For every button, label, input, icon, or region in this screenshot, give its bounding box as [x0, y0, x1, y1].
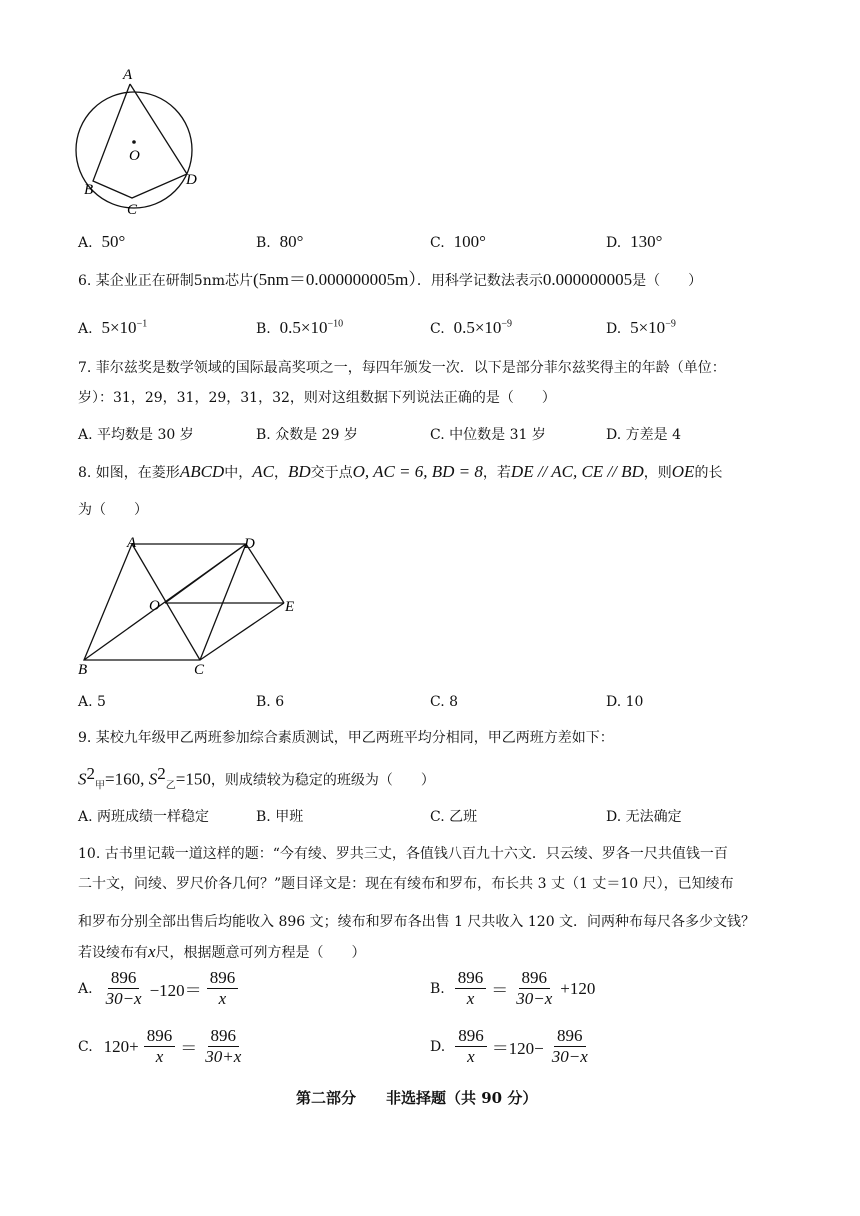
- q7-option-d[interactable]: D. 方差是 4: [606, 427, 681, 443]
- q6-option-c[interactable]: C. $0.5\times 10^{-9}$: [430, 318, 513, 337]
- q9-option-a[interactable]: A. 两班成绩一样稳定: [78, 809, 210, 825]
- q8-label-O: O: [149, 598, 160, 614]
- q9-option-b[interactable]: B. 甲班: [256, 809, 304, 825]
- q5-circle-figure: [60, 62, 220, 222]
- q10-line1: 10. 古书里记载一道这样的题：“今有绫、罗共三丈，各值钱八百九十六文．只云绫、罗各一尺共值钱一百: [78, 846, 728, 862]
- q5-option-c[interactable]: C. 100°: [430, 232, 486, 251]
- q10-option-a[interactable]: A. $\frac{896}{30-x}$ −120＝ $\frac{896}{x}$: [78, 968, 240, 1009]
- q8-label-A: A: [127, 535, 137, 551]
- q8-option-d[interactable]: D. 10: [606, 694, 644, 710]
- q8-option-c[interactable]: C. 8: [430, 694, 459, 710]
- q5-option-d[interactable]: D. 130°: [606, 232, 663, 251]
- q6-option-b[interactable]: B. $0.5\times 10^{-10}$: [256, 318, 344, 337]
- q7-option-b[interactable]: B. 众数是 29 岁: [256, 427, 358, 443]
- q10-option-b[interactable]: B. $\frac{896}{x}$ ＝ $\frac{896}{30-x}$ +120: [430, 968, 596, 1008]
- q6-stem: 6. 某企业正在研制5nm芯片(5nm＝0.000000005m）．用科学记数法表示0.000000005是（ ）: [78, 270, 703, 289]
- q9-line2: $S^2_甲=160$, $S^2_乙=150$，则成绩较为稳定的班级为（ ）: [78, 764, 435, 792]
- q5-option-a[interactable]: A. 50°: [78, 232, 126, 251]
- q10-option-c[interactable]: C. 120+ $\frac{896}{x}$ ＝ $\frac{896}{30+x}$: [78, 1026, 242, 1066]
- q5-label-O: O: [129, 148, 140, 164]
- q8-label-C: C: [194, 662, 205, 678]
- q8-rhombus-figure: [70, 532, 310, 682]
- q7-line2: 岁）：31，29，31，29，31，32，则对这组数据下列说法正确的是（ ）: [78, 390, 556, 406]
- q8-stem-line2: 为（ ）: [78, 502, 148, 518]
- q5-option-b[interactable]: B. 80°: [256, 232, 304, 251]
- q5-label-C: C: [127, 202, 138, 218]
- q10-line2: 二十文，问绫、罗尺价各几何？”题目译文是：现在有绫布和罗布，布长共 3 丈（1 丈＝10 尺），已知绫布: [78, 876, 734, 892]
- q8-option-b[interactable]: B. 6: [256, 694, 285, 710]
- q7-option-a[interactable]: A. 平均数是 30 岁: [78, 427, 194, 443]
- section-title: 第二部分 非选择题（共 90 分）: [296, 1089, 538, 1107]
- q9-line1: 9. 某校九年级甲乙两班参加综合素质测试，甲乙两班平均分相同，甲乙两班方差如下：: [78, 730, 614, 746]
- q5-label-A: A: [123, 67, 133, 83]
- q8-option-a[interactable]: A. 5: [78, 694, 106, 710]
- q5-label-B: B: [84, 182, 94, 198]
- q7-option-c[interactable]: C. 中位数是 31 岁: [430, 427, 546, 443]
- q8-stem-line1: 8. 如图，在菱形ABCD中，AC，BD交于点O, AC = 6, BD = 8，若DE // AC, CE // BD，则OE的长: [78, 462, 723, 481]
- q6-option-a[interactable]: A. $5\times 10^{-1}$: [78, 318, 148, 337]
- q9-option-c[interactable]: C. 乙班: [430, 809, 478, 825]
- q6-option-d[interactable]: D. $5\times 10^{-9}$: [606, 318, 676, 337]
- q10-line3: 和罗布分别全部出售后均能收入 896 文；绫布和罗布各出售 1 尺共收入 120 文．问两种布每尺各多少文钱？: [78, 914, 756, 930]
- q5-label-D: D: [186, 172, 197, 188]
- q8-label-D: D: [244, 536, 255, 552]
- q9-option-d[interactable]: D. 无法确定: [606, 809, 682, 825]
- q10-line4: 若设绫布有x尺，根据题意可列方程是（ ）: [78, 942, 366, 961]
- q7-line1: 7. 菲尔兹奖是数学领域的国际最高奖项之一，每四年颁发一次．以下是部分菲尔兹奖得主的年龄（单位：: [78, 360, 726, 376]
- q8-label-B: B: [78, 662, 88, 678]
- q8-label-E: E: [285, 599, 295, 615]
- q10-option-d[interactable]: D. $\frac{896}{x}$ ＝120− $\frac{896}{30-x}$: [430, 1026, 588, 1066]
